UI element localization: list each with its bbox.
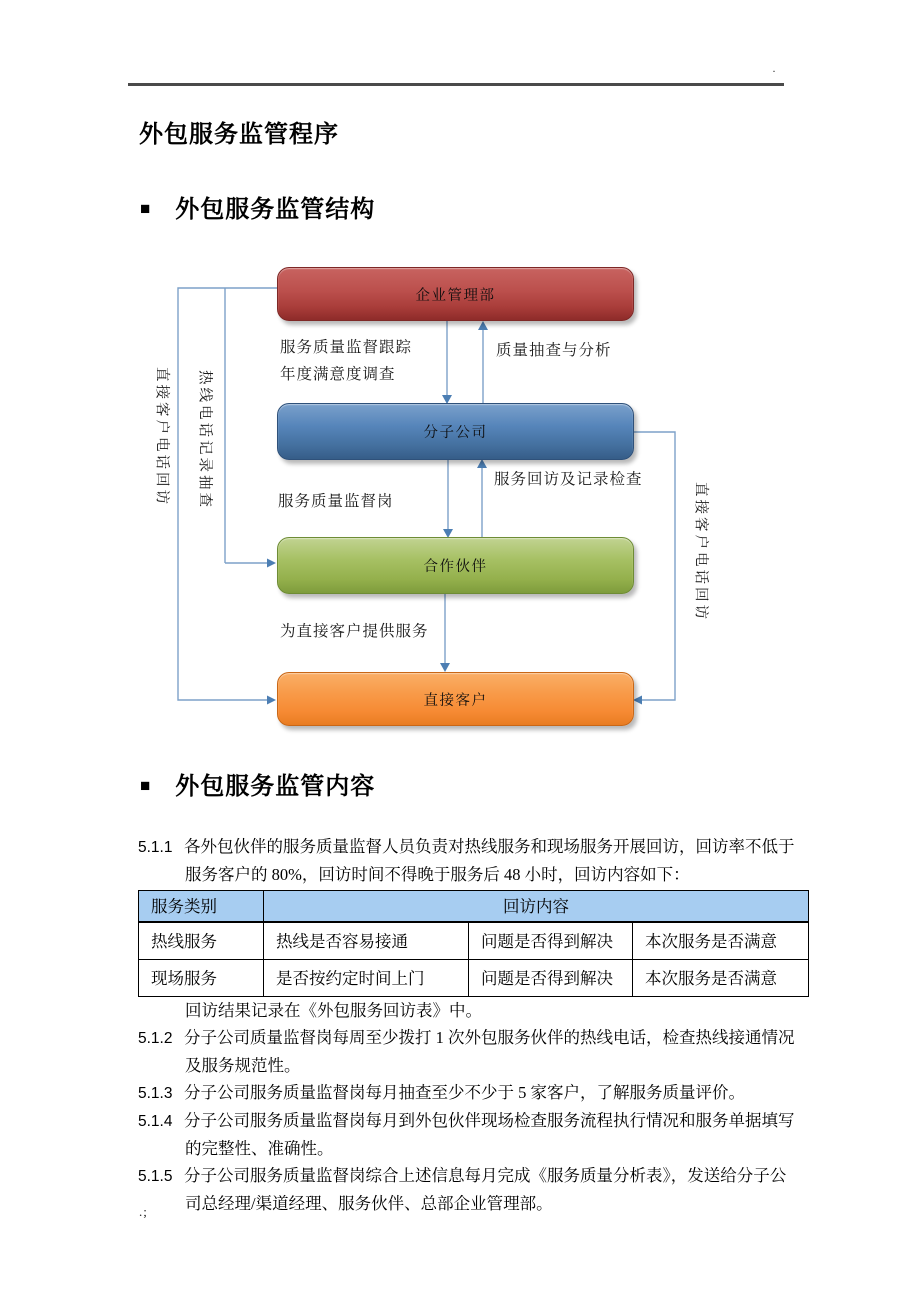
node-label: 分子公司 bbox=[423, 425, 488, 441]
header-dot: · bbox=[772, 64, 776, 78]
table-cell: 热线是否容易接通 bbox=[264, 922, 469, 960]
vertical-label-customer-callback-right: 直接客户电话回访 bbox=[692, 482, 709, 622]
edge-label-quality-supervision-post: 服务质量监督岗 bbox=[278, 493, 394, 510]
table-row bbox=[139, 960, 809, 997]
paragraph-line: 分子公司服务质量监督岗每月到外包伙伴现场检查服务流程执行情况和服务单据填写 bbox=[184, 1111, 795, 1130]
page-title: 外包服务监管程序 bbox=[139, 121, 339, 148]
table-cell: 本次服务是否满意 bbox=[633, 960, 809, 997]
node-subsidiary-company bbox=[277, 403, 634, 460]
footer-mark: .; bbox=[139, 1204, 148, 1219]
section-heading-text: 外包服务监管结构 bbox=[175, 196, 376, 223]
table-cell: 现场服务 bbox=[139, 960, 264, 997]
paragraph-line: 分子公司服务质量监督岗综合上述信息每月完成《服务质量分析表》，发送给分子公 bbox=[184, 1166, 787, 1185]
paragraph-5-1-5 bbox=[138, 1162, 814, 1217]
table-cell: 问题是否得到解决 bbox=[469, 922, 633, 960]
paragraph-5-1-4 bbox=[138, 1107, 814, 1162]
square-bullet-icon: ■ bbox=[140, 199, 152, 218]
node-enterprise-management bbox=[277, 267, 634, 321]
vertical-label-hotline-record-sampling: 热线电话记录抽查 bbox=[196, 370, 213, 510]
paragraph-line: 的完整性、准确性。 bbox=[185, 1139, 334, 1158]
paragraph-line: 服务客户的 80%，回访时间不得晚于服务后 48 小时，回访内容如下： bbox=[185, 865, 690, 884]
vertical-label-customer-callback-left: 直接客户电话回访 bbox=[153, 367, 170, 507]
table-header-row bbox=[139, 891, 809, 923]
paragraph-line: 分子公司质量监督岗每周至少拨打 1 次外包服务伙伴的热线电话，检查热线接通情况 bbox=[184, 1028, 795, 1047]
edge-label-quality-tracking: 服务质量监督跟踪 年度满意度调查 bbox=[280, 339, 413, 383]
paragraph-line: 及服务规范性。 bbox=[185, 1056, 301, 1075]
paragraph-number: 5.1.2 bbox=[138, 1030, 173, 1047]
section-heading-content bbox=[140, 766, 375, 801]
section-heading-text: 外包服务监管内容 bbox=[175, 773, 376, 800]
square-bullet-icon: ■ bbox=[140, 776, 152, 795]
paragraph-5-1-1 bbox=[138, 833, 814, 888]
paragraph-line: 分子公司服务质量监督岗每月抽查至少不少于 5 家客户，了解服务质量评价。 bbox=[184, 1083, 745, 1102]
paragraph-number: 5.1.5 bbox=[138, 1168, 173, 1185]
table-cell: 是否按约定时间上门 bbox=[264, 960, 469, 997]
node-direct-customer bbox=[277, 672, 634, 726]
body-text bbox=[138, 833, 814, 1217]
paragraph-number: 5.1.1 bbox=[138, 839, 173, 856]
node-label: 企业管理部 bbox=[415, 287, 496, 304]
paragraph-line: 各外包伙伴的服务质量监督人员负责对热线服务和现场服务开展回访，回访率不低于 bbox=[184, 837, 795, 856]
paragraph-5-1-3 bbox=[138, 1079, 814, 1107]
table-cell: 问题是否得到解决 bbox=[469, 960, 633, 997]
paragraph-number: 5.1.4 bbox=[138, 1113, 173, 1130]
edge-label-provide-service: 为直接客户提供服务 bbox=[280, 623, 429, 640]
table-note: 回访结果记录在《外包服务回访表》中。 bbox=[185, 1001, 482, 1020]
node-label: 直接客户 bbox=[423, 692, 488, 709]
paragraph-line: 司总经理/渠道经理、服务伙伴、总部企业管理部。 bbox=[185, 1194, 553, 1213]
table-cell: 本次服务是否满意 bbox=[633, 922, 809, 960]
node-label: 合作伙伴 bbox=[423, 559, 488, 575]
edge-label-quality-sampling: 质量抽查与分析 bbox=[496, 342, 612, 359]
revisit-content-table bbox=[138, 890, 809, 997]
table-row bbox=[139, 922, 809, 960]
table-cell: 热线服务 bbox=[139, 922, 264, 960]
header-cell-service-type: 服务类别 bbox=[139, 891, 264, 923]
paragraph-5-1-2 bbox=[138, 1024, 814, 1079]
edge-label-revisit-record-check: 服务回访及记录检查 bbox=[494, 471, 643, 488]
paragraph-number: 5.1.3 bbox=[138, 1085, 173, 1102]
node-cooperation-partner bbox=[277, 537, 634, 594]
header-cell-revisit-content: 回访内容 bbox=[264, 891, 809, 923]
